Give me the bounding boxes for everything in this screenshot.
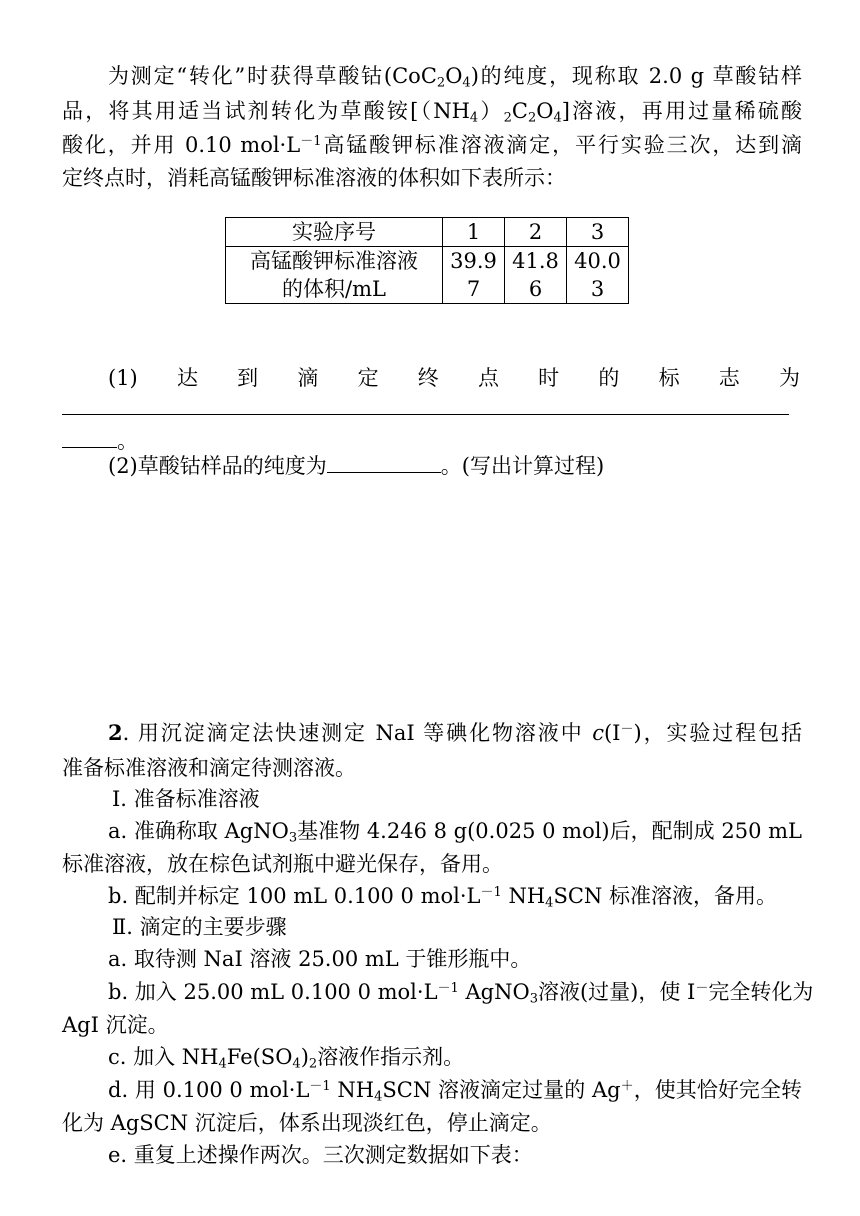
intro-line-4: 定终点时，消耗高锰酸钾标准溶液的体积如下表所示： — [62, 166, 566, 190]
intro-line-3: 酸化，并用 0.10 $mol\cdot L^{-1}$高锰酸钾标准溶液滴定，平行实验三次，达到滴 — [62, 133, 802, 157]
q1-char: 达 — [176, 366, 198, 390]
table-cell: 39.9 7 — [443, 247, 505, 304]
step-2e: e. 重复上述操作两次。三次测定数据如下表： — [108, 1143, 533, 1167]
q1-char: 定 — [357, 366, 379, 390]
answer-blank-line[interactable] — [62, 414, 789, 415]
table-row — [226, 218, 629, 247]
step-2d-line-1: d. 用 0.100 0 $mol\cdot L^{-1}$ $NH_4SCN$ 溶液滴定过量的 Ag＋，使其恰好完全转 — [108, 1078, 803, 1105]
kmno4-volume-table — [225, 217, 629, 304]
intro-line-2: 品，将其用适当试剂转化为草酸铵$[(NH_4)_2C_2O_4]$溶液，再用过量稀硫酸 — [62, 99, 802, 126]
table-header-cell: 1 — [443, 218, 505, 247]
q1-char: 到 — [237, 366, 259, 390]
answer-blank[interactable] — [62, 425, 117, 448]
problem-2-line-2: 准备标准溶液和滴定待测溶液。 — [62, 756, 356, 780]
step-1a-line-2: 标准溶液，放在棕色试剂瓶中避光保存，备用。 — [62, 852, 503, 876]
q1-char: 时 — [538, 366, 560, 390]
step-2c: c. 加入 $NH_4Fe(SO_4)_2$溶液作指示剂。 — [108, 1045, 465, 1072]
q1-char: 志 — [718, 366, 740, 390]
table-cell: 41.8 6 — [505, 247, 567, 304]
question-1-line — [108, 361, 800, 395]
step-2d-line-2: 化为 AgSCN 沉淀后，体系出现淡红色，停止滴定。 — [62, 1111, 552, 1135]
problem-2-line-1: 2. 用沉淀滴定法快速测定 NaI 等碘化物溶液中 c(I－)，实验过程包括 — [108, 720, 802, 745]
section-1-heading: Ⅰ. 准备标准溶液 — [112, 787, 260, 811]
step-1a-line-1: a. 准确称取 AgNO$_3$基准物 4.246 8 g(0.025 0 mol)后，配制成 250 mL — [108, 819, 802, 846]
q1-char: 的 — [598, 366, 620, 390]
question-1-end: 。 — [62, 424, 802, 458]
q1-char: 为 — [778, 366, 800, 390]
table-cell: 40.0 3 — [567, 247, 629, 304]
q1-char: 滴 — [297, 366, 319, 390]
answer-blank[interactable] — [327, 450, 441, 473]
table-header-cell: 2 — [505, 218, 567, 247]
table-row — [226, 247, 629, 304]
q1-char: 标 — [658, 366, 680, 390]
table-header-cell: 实验序号 — [226, 218, 443, 247]
table-row-label: 高锰酸钾标准溶液 的体积/mL — [226, 247, 443, 304]
step-2a: a. 取待测 NaI 溶液 25.00 mL 于锥形瓶中。 — [108, 947, 532, 971]
question-2-line: (2)草酸钴样品的纯度为 。(写出计算过程) — [108, 449, 802, 483]
step-1b: b. 配制并标定 100 mL 0.100 0 $mol\cdot L^{-1}$ $NH_4SCN$ 标准溶液，备用。 — [108, 884, 777, 911]
q1-char: 终 — [417, 366, 439, 390]
step-2b-line-1: b. 加入 25.00 mL 0.100 0 $mol\cdot L^{-1}$ AgNO$_3$溶液(过量)，使 I－完全转化为 — [108, 980, 814, 1007]
section-2-heading: Ⅱ. 滴定的主要步骤 — [112, 915, 287, 939]
intro-line-1: 为测定“转化”时获得草酸钴$(CoC_2O_4)$的纯度，现称取 2.0 g 草酸钴样 — [108, 64, 802, 91]
step-2b-line-2: AgI 沉淀。 — [62, 1013, 169, 1037]
q1-char: (1) — [108, 366, 138, 390]
q1-char: 点 — [477, 366, 499, 390]
table-header-cell: 3 — [567, 218, 629, 247]
